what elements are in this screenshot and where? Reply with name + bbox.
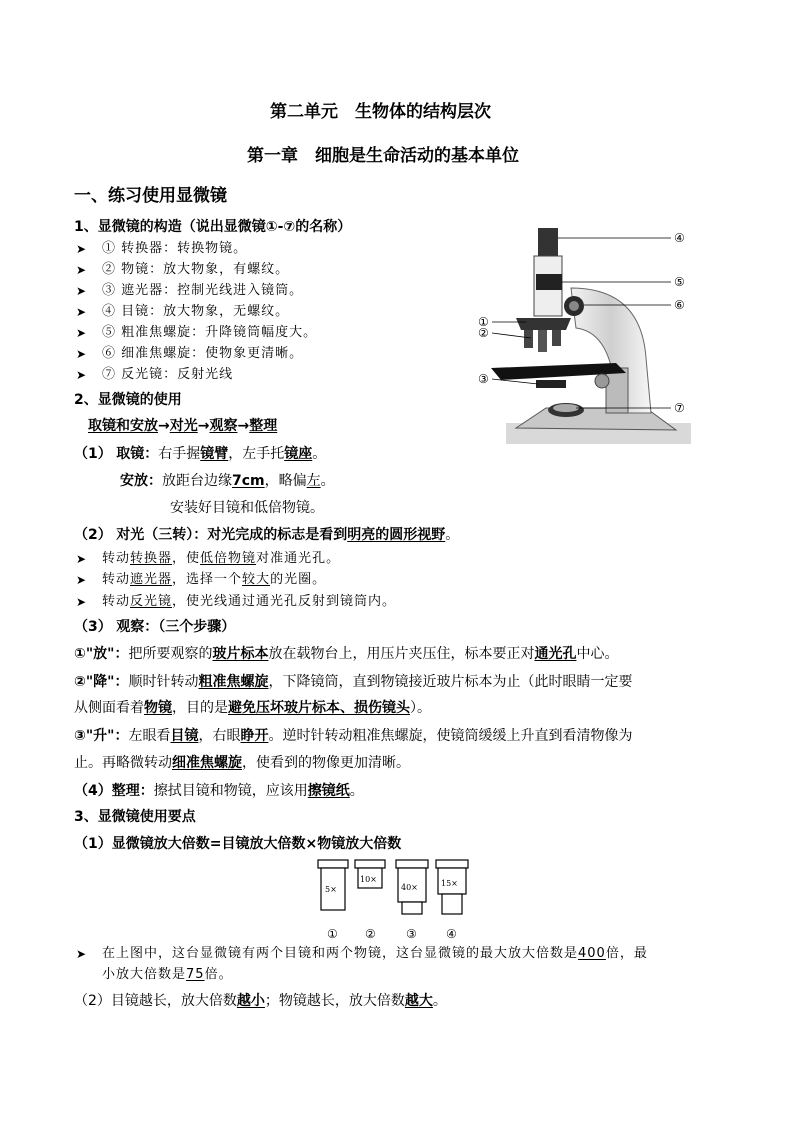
usage-heading: 2、显微镜的使用 <box>74 392 182 408</box>
substep-label: ①"放"： <box>74 646 129 662</box>
step-text: 。 <box>312 446 327 462</box>
key-term: 擦镜纸 <box>307 783 350 799</box>
step3-lower-cont <box>74 698 431 718</box>
scope-label: ⑤ <box>674 275 685 289</box>
step3-lower <box>74 672 632 692</box>
step4 <box>74 781 364 801</box>
step-label: 取镜： <box>116 446 159 462</box>
part-item: ⑤ 粗准焦螺旋：升降镜筒幅度大。 <box>102 325 318 340</box>
step2-heading <box>74 525 459 545</box>
key-term: 反光镜 <box>130 594 173 609</box>
lens-figure <box>310 858 480 948</box>
scope-label: ③ <box>478 372 489 386</box>
max-magnification: 400 <box>578 946 606 961</box>
item-text: 转动 <box>102 572 131 587</box>
note-text: 小放大倍数是 <box>102 967 187 982</box>
step-text: ，右眼 <box>198 728 241 744</box>
length-rule <box>74 991 447 1011</box>
step-text: ，左手托 <box>228 446 285 462</box>
key-term: 目镜 <box>170 728 199 744</box>
part-item: ⑦ 反光镜：反射光线 <box>102 367 234 382</box>
key-term: 左 <box>306 473 321 489</box>
key-term: 细准焦螺旋 <box>172 755 242 771</box>
usage-flow <box>88 416 277 436</box>
item-text: 转动 <box>102 594 131 609</box>
step-text: 中心。 <box>576 646 619 662</box>
step-text: 放在载物台上，用压片夹压住，标本要正对 <box>268 646 535 662</box>
scope-label: ② <box>478 326 489 340</box>
lens-label: 5× <box>325 885 337 894</box>
lens-number: ④ <box>446 927 457 941</box>
step-text: 。逆时针转动粗准焦螺旋，使镜筒缓缓上升直到看清物像为 <box>268 728 633 744</box>
key-term: 通光孔 <box>534 646 577 662</box>
step3-raise <box>74 726 632 746</box>
scope-label: ④ <box>674 231 685 245</box>
structure-heading: 1、显微镜的构造（说出显微镜①-⑦的名称） <box>74 219 352 235</box>
step-text: 止。再略微转动 <box>74 755 172 771</box>
bullet-arrow-icon: ➤ <box>76 263 87 277</box>
note-text: 倍。 <box>204 967 233 982</box>
step-number: （2） <box>74 527 112 543</box>
flow-arrow: → <box>158 418 170 434</box>
bullet-arrow-icon: ➤ <box>76 347 87 361</box>
key-term: 7cm <box>232 473 265 489</box>
microscope-illustration <box>476 218 691 444</box>
item-text: ，使 <box>172 551 201 566</box>
magnification-note <box>102 944 648 964</box>
step-text: ，下降镜筒，直到物镜接近玻片标本为止（此时眼睛一定要 <box>268 674 633 690</box>
key-term: 低倍物镜 <box>200 551 257 566</box>
step-label: 整理： <box>111 783 154 799</box>
magnification-formula: （1）显微镜放大倍数=目镜放大倍数×物镜放大倍数 <box>74 836 402 852</box>
key-term: 越小 <box>236 993 265 1009</box>
key-term: 玻片标本 <box>212 646 269 662</box>
lens-number: ③ <box>406 927 417 941</box>
part-item: ① 转换器：转换物镜。 <box>102 241 248 256</box>
substep-label: ②"降"： <box>74 674 129 690</box>
step-text: 。 <box>320 473 335 489</box>
step-text: 。 <box>445 527 460 543</box>
key-term: 转换器 <box>130 551 173 566</box>
lens-number: ② <box>365 927 376 941</box>
rule-text: 。 <box>432 993 447 1009</box>
flow-step: 整理 <box>249 418 278 434</box>
item-text: ，使光线通过通光孔反射到镜筒内。 <box>172 594 397 609</box>
bullet-arrow-icon: ➤ <box>76 595 87 609</box>
flow-step: 取镜和安放 <box>88 418 158 434</box>
flow-step: 对光 <box>169 418 198 434</box>
key-points-heading: 3、显微镜使用要点 <box>74 809 196 825</box>
note-text: 倍，最 <box>605 946 648 961</box>
flow-arrow: → <box>237 418 250 434</box>
bullet-arrow-icon: ➤ <box>76 552 87 566</box>
part-item: ③ 遮光器：控制光线进入镜筒。 <box>102 283 304 298</box>
key-term: 较大 <box>242 572 271 587</box>
key-term: 遮光器 <box>130 572 173 587</box>
min-magnification: 75 <box>186 967 205 982</box>
item-text: ，选择一个 <box>172 572 243 587</box>
step-label: 对光（三转）：对光完成的标志是看到 <box>116 527 348 543</box>
scope-label: ① <box>478 315 489 329</box>
rule-text: ；物镜越长，放大倍数 <box>264 993 405 1009</box>
step1-install: 安装好目镜和低倍物镜。 <box>170 500 324 516</box>
step-number: （4） <box>74 783 112 799</box>
bullet-arrow-icon: ➤ <box>76 284 87 298</box>
key-term: 避免压坏玻片标本、损伤镜头 <box>228 700 410 716</box>
key-term: 镜座 <box>284 446 313 462</box>
flow-arrow: → <box>197 418 210 434</box>
step3-raise-cont <box>74 753 410 773</box>
note-text: 在上图中，这台显微镜有两个目镜和两个物镜，这台显微镜的最大放大倍数是 <box>102 946 579 961</box>
step2-item <box>102 592 396 612</box>
part-item: ⑥ 细准焦螺旋：使物象更清晰。 <box>102 346 304 361</box>
substep-label: ③"升"： <box>74 728 129 744</box>
magnification-note-cont <box>102 965 233 985</box>
step-text: 顺时针转动 <box>128 674 199 690</box>
step-text: ）。 <box>410 700 431 716</box>
bullet-arrow-icon: ➤ <box>76 573 87 587</box>
flow-step: 观察 <box>209 418 238 434</box>
step-text: 从侧面看着 <box>74 700 144 716</box>
step-text: 放距台边缘 <box>162 473 232 489</box>
lens-label: 40× <box>401 883 418 892</box>
step2-item <box>102 570 326 590</box>
bullet-arrow-icon: ➤ <box>76 947 87 961</box>
lens-number: ① <box>327 927 338 941</box>
scope-label: ⑥ <box>674 298 685 312</box>
step-text: ，略偏 <box>264 473 307 489</box>
part-item: ④ 目镜：放大物象，无螺纹。 <box>102 304 290 319</box>
step-text: 擦拭目镜和物镜，应该用 <box>153 783 308 799</box>
rule-text: （2）目镜越长，放大倍数 <box>74 993 237 1009</box>
step2-item <box>102 549 340 569</box>
item-text: 转动 <box>102 551 131 566</box>
step-text: ，使看到的物像更加清晰。 <box>242 755 410 771</box>
step-label: 观察：（三个步骤） <box>116 619 236 635</box>
unit-title: 第二单元 生物体的结构层次 <box>270 102 491 122</box>
lens-label: 10× <box>360 875 377 884</box>
step-text: ，目的是 <box>172 700 228 716</box>
item-text: 对准通光孔。 <box>256 551 341 566</box>
bullet-arrow-icon: ➤ <box>76 368 87 382</box>
key-term: 镜臂 <box>200 446 229 462</box>
part-item: ② 物镜：放大物象，有螺纹。 <box>102 262 290 277</box>
key-term: 物镜 <box>144 700 172 716</box>
scope-label: ⑦ <box>674 401 685 415</box>
step3-place <box>74 644 618 664</box>
step1-take <box>74 444 326 464</box>
bullet-arrow-icon: ➤ <box>76 326 87 340</box>
key-term: 睁开 <box>240 728 269 744</box>
key-term: 粗准焦螺旋 <box>198 674 269 690</box>
step-label: 安放： <box>120 473 162 489</box>
section-heading: 一、练习使用显微镜 <box>74 186 227 206</box>
step-number: （1） <box>74 446 112 462</box>
step1-place <box>120 471 335 491</box>
step3-heading <box>74 617 235 637</box>
step-text: 把所要观察的 <box>128 646 213 662</box>
key-term: 越大 <box>404 993 433 1009</box>
key-term: 明亮的圆形视野 <box>347 527 446 543</box>
lens-label: 15× <box>441 879 458 888</box>
bullet-arrow-icon: ➤ <box>76 305 87 319</box>
step-text: 右手握 <box>158 446 201 462</box>
step-text: 。 <box>349 783 364 799</box>
step-number: （3） <box>74 619 112 635</box>
step-text: 左眼看 <box>128 728 171 744</box>
item-text: 的光圈。 <box>270 572 327 587</box>
chapter-title: 第一章 细胞是生命活动的基本单位 <box>247 146 519 166</box>
bullet-arrow-icon: ➤ <box>76 242 87 256</box>
